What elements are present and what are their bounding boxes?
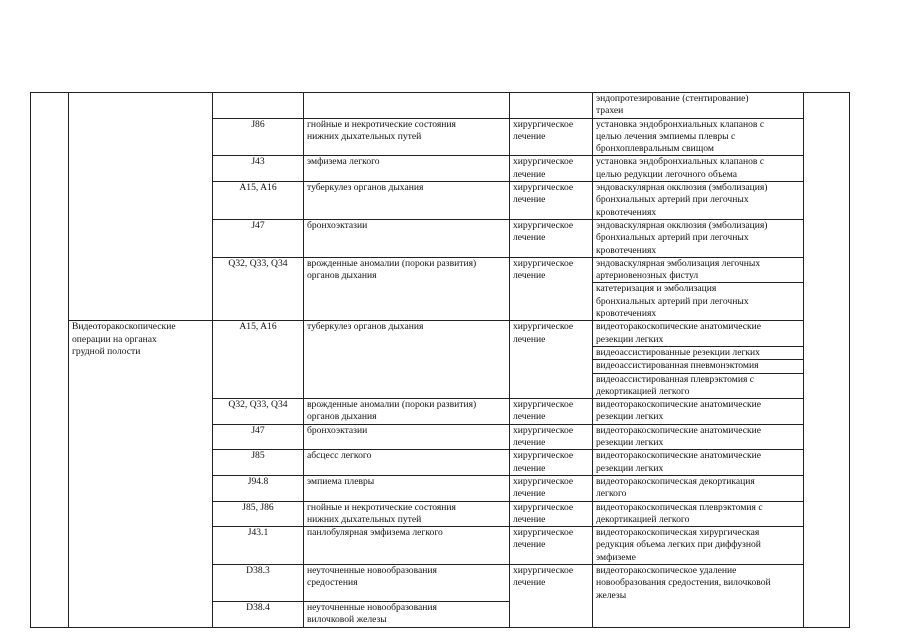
notes-cell-empty [804, 93, 850, 628]
treatment-method [593, 182, 804, 220]
text-line: бронхиальных артерий при легочных [596, 194, 749, 206]
treatment-method [593, 283, 804, 321]
text-line: лечение [513, 411, 546, 423]
text-line: лечение [513, 437, 546, 449]
text-line: панлобулярная эмфизема легкого [307, 527, 443, 539]
section-title [69, 321, 213, 627]
text-line: нижних дыхательных путей [307, 513, 422, 525]
text-line: видеоторакоскопические анатомические [596, 450, 762, 462]
treatment-type [510, 501, 593, 527]
disease-model [304, 182, 510, 220]
icd-code: D38.4 [213, 601, 304, 627]
text-line: видеоторакоскопические анатомические [596, 424, 762, 436]
text-line: гнойные и некротические состояния [307, 118, 456, 130]
text-line: хирургическое [513, 118, 574, 130]
text-line: бронхоплевральным свищом [596, 143, 714, 155]
text-line: лечение [513, 232, 546, 244]
disease-model [304, 219, 510, 257]
treatment-method [593, 564, 804, 627]
treatment-type [510, 475, 593, 501]
text-line: хирургическое [513, 257, 574, 269]
text-line: лечение [513, 539, 546, 551]
text-line: врожденные аномалии (пороки развития) [307, 399, 477, 411]
treatment-method [593, 373, 804, 399]
text-line: артериовенозных фистул [596, 270, 699, 282]
treatment-type [510, 219, 593, 257]
icd-code: J86 [213, 118, 304, 156]
icd-code: J85, J86 [213, 501, 304, 527]
treatment-method [593, 527, 804, 565]
row-number-cell [31, 93, 69, 628]
text-line: лечение [513, 130, 546, 142]
treatment-type [510, 527, 593, 565]
text-line: лечение [513, 577, 546, 589]
text-line: трахеи [596, 105, 624, 117]
text-line: эндоваскулярная эмболизация легочных [596, 257, 761, 269]
text-line: целью лечения эмпиемы плевры с [596, 130, 736, 142]
text-line: видеоторакоскопические анатомические [596, 321, 762, 333]
treatment-method [593, 118, 804, 156]
table-row [31, 321, 850, 347]
disease-model [304, 501, 510, 527]
icd-code: A15, A16 [213, 182, 304, 220]
text-line: видеоассистированная пневмонэктомия [596, 360, 759, 372]
text-line: хирургическое [513, 501, 574, 513]
text-line: бронхоэктазии [307, 424, 368, 436]
section-cell-empty [69, 93, 213, 321]
text-line: туберкулез органов дыхания [307, 321, 424, 333]
treatment-type [510, 321, 593, 399]
treatment-type [510, 424, 593, 450]
text-line: новообразования средостения, вилочковой [596, 577, 771, 589]
icd-code: J43 [213, 156, 304, 182]
text-line: лечение [513, 168, 546, 180]
treatment-method [593, 399, 804, 425]
table-row [31, 93, 850, 119]
text-line: лечение [513, 513, 546, 525]
text-line: резекции легких [596, 411, 664, 423]
text-line: хирургическое [513, 475, 574, 487]
table-body [31, 93, 850, 628]
text-line: хирургическое [513, 156, 574, 168]
text-line: железы [596, 589, 627, 601]
text-line: Видеоторакоскопические [72, 321, 176, 333]
icd-code: D38.3 [213, 564, 304, 601]
text-line: редукция объема легких при диффузной [596, 539, 761, 551]
text-line: абсцесс легкого [307, 450, 372, 462]
text-line: хирургическое [513, 182, 574, 194]
text-line: видеоассистированная плеврэктомия с [596, 373, 755, 385]
disease-model [304, 93, 510, 119]
disease-model [304, 399, 510, 425]
text-line: хирургическое [513, 424, 574, 436]
text-line: видеоторакоскопическая хирургическая [596, 527, 760, 539]
text-line: операции на органах [72, 333, 157, 345]
treatment-type [510, 399, 593, 425]
text-line: видеоторакоскопическая плеврэктомия с [596, 501, 763, 513]
text-line: катетеризация и эмболизация [596, 283, 717, 295]
text-line: неуточненные новообразования [307, 564, 437, 576]
text-line: установка эндобронхиальных клапанов с [596, 156, 765, 168]
disease-model [304, 564, 510, 601]
text-line: эмфизема легкого [307, 156, 380, 168]
treatment-method [593, 321, 804, 347]
disease-model [304, 257, 510, 320]
text-line: нижних дыхательных путей [307, 130, 422, 142]
medical-procedures-table [30, 92, 850, 628]
text-line: легкого [596, 488, 627, 500]
icd-code: J47 [213, 424, 304, 450]
text-line: хирургическое [513, 527, 574, 539]
text-line: лечение [513, 333, 546, 345]
text-line: резекции легких [596, 333, 664, 345]
text-line: хирургическое [513, 450, 574, 462]
disease-model [304, 156, 510, 182]
treatment-type [510, 156, 593, 182]
text-line: лечение [513, 194, 546, 206]
treatment-method [593, 475, 804, 501]
text-line: органов дыхания [307, 411, 377, 423]
treatment-method [593, 156, 804, 182]
icd-code: Q32, Q33, Q34 [213, 257, 304, 320]
treatment-type [510, 93, 593, 119]
text-line: неуточненные новообразования [307, 601, 437, 613]
text-line: врожденные аномалии (пороки развития) [307, 257, 477, 269]
text-line: целью редукции легочного объема [596, 168, 738, 180]
text-line: хирургическое [513, 399, 574, 411]
disease-model [304, 527, 510, 565]
treatment-method [593, 219, 804, 257]
text-line: бронхиальных артерий при легочных [596, 295, 749, 307]
treatment-type [510, 257, 593, 320]
text-line: вилочковой железы [307, 614, 387, 626]
disease-model [304, 424, 510, 450]
icd-code: J47 [213, 219, 304, 257]
icd-code [213, 93, 304, 119]
icd-code: J85 [213, 450, 304, 476]
disease-model [304, 450, 510, 476]
text-line: органов дыхания [307, 270, 377, 282]
text-line: установка эндобронхиальных клапанов с [596, 118, 765, 130]
disease-model [304, 321, 510, 399]
treatment-method [593, 93, 804, 119]
treatment-type [510, 118, 593, 156]
icd-code: J94.8 [213, 475, 304, 501]
text-line: гнойные и некротические состояния [307, 501, 456, 513]
text-line: бронхиальных артерий при легочных [596, 232, 749, 244]
text-line: кровотечениях [596, 308, 657, 320]
treatment-method [593, 257, 804, 283]
text-line: видеоторакоскопические анатомические [596, 399, 762, 411]
treatment-method [593, 346, 804, 359]
text-line: видеоторакоскопическая декортикация [596, 475, 755, 487]
icd-code: A15, A16 [213, 321, 304, 399]
treatment-type [510, 182, 593, 220]
text-line: кровотечениях [596, 244, 657, 256]
disease-model [304, 118, 510, 156]
text-line: декортикацией легкого [596, 513, 690, 525]
icd-code: Q32, Q33, Q34 [213, 399, 304, 425]
text-line: декортикацией легкого [596, 385, 690, 397]
treatment-method [593, 501, 804, 527]
text-line: эндопротезирование (стентирование) [596, 93, 749, 104]
text-line: хирургическое [513, 321, 574, 333]
disease-model [304, 475, 510, 501]
text-line: резекции легких [596, 437, 664, 449]
text-line: хирургическое [513, 219, 574, 231]
treatment-method [593, 360, 804, 373]
text-line: лечение [513, 462, 546, 474]
text-line: видеоассистированные резекции легких [596, 346, 760, 358]
text-line: эмфиземе [596, 551, 636, 563]
icd-code: J43.1 [213, 527, 304, 565]
text-line: лечение [513, 270, 546, 282]
text-line: видеоторакоскопическое удаление [596, 564, 737, 576]
treatment-type [510, 564, 593, 627]
text-line: эмпиема плевры [307, 475, 375, 487]
text-line: эндоваскулярная окклюзия (эмболизация) [596, 182, 768, 194]
text-line: эндоваскулярная окклюзия (эмболизация) [596, 219, 768, 231]
text-line: грудной полости [72, 345, 141, 357]
disease-model [304, 601, 510, 627]
treatment-method [593, 450, 804, 476]
text-line: хирургическое [513, 564, 574, 576]
text-line: лечение [513, 488, 546, 500]
text-line: кровотечениях [596, 206, 657, 218]
text-line: бронхоэктазии [307, 219, 368, 231]
text-line: резекции легких [596, 462, 664, 474]
treatment-type [510, 450, 593, 476]
text-line: средостения [307, 577, 358, 589]
text-line: туберкулез органов дыхания [307, 182, 424, 194]
treatment-method [593, 424, 804, 450]
